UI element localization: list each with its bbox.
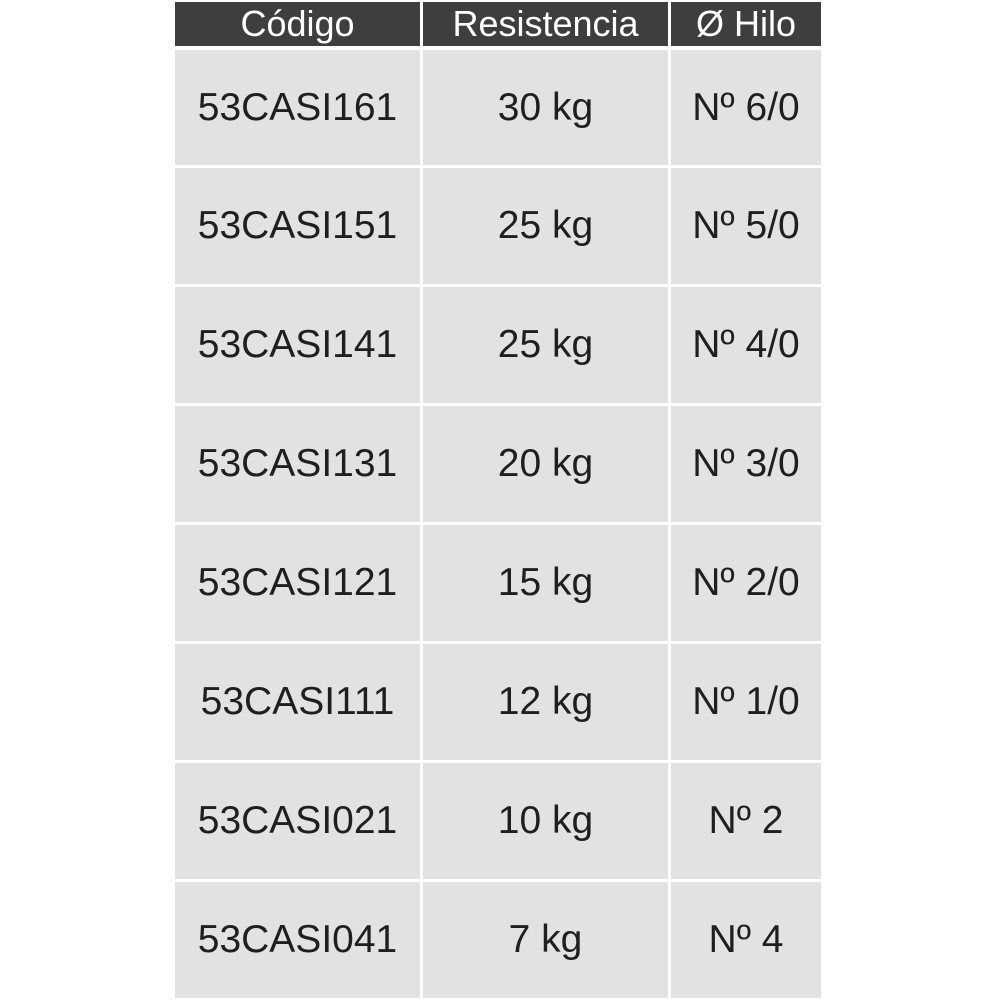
cell-hilo: Nº 4/0 [671, 284, 821, 403]
cell-codigo: 53CASI151 [175, 165, 423, 284]
cell-hilo: Nº 2 [671, 760, 821, 879]
table-row [175, 522, 821, 641]
cell-hilo: Nº 2/0 [671, 522, 821, 641]
cell-resistencia: 15 kg [423, 522, 671, 641]
header-diametro-hilo: Ø Hilo [671, 2, 821, 46]
table-row [175, 284, 821, 403]
header-resistencia: Resistencia [423, 2, 671, 46]
cell-hilo: Nº 6/0 [671, 46, 821, 165]
table-body [175, 46, 821, 998]
cell-codigo: 53CASI131 [175, 403, 423, 522]
table-row [175, 165, 821, 284]
table-row [175, 641, 821, 760]
cell-resistencia: 30 kg [423, 46, 671, 165]
cell-hilo: Nº 1/0 [671, 641, 821, 760]
cell-resistencia: 20 kg [423, 403, 671, 522]
cell-resistencia: 12 kg [423, 641, 671, 760]
table-row [175, 403, 821, 522]
cell-codigo: 53CASI141 [175, 284, 423, 403]
cell-resistencia: 7 kg [423, 879, 671, 998]
table-header [175, 2, 821, 46]
table-row [175, 760, 821, 879]
cell-hilo: Nº 4 [671, 879, 821, 998]
cell-codigo: 53CASI121 [175, 522, 423, 641]
header-row [175, 2, 821, 46]
header-codigo: Código [175, 2, 423, 46]
cell-codigo: 53CASI021 [175, 760, 423, 879]
cell-codigo: 53CASI041 [175, 879, 423, 998]
cell-codigo: 53CASI111 [175, 641, 423, 760]
cell-resistencia: 10 kg [423, 760, 671, 879]
table-row [175, 879, 821, 998]
product-spec-table [175, 2, 821, 998]
cell-hilo: Nº 5/0 [671, 165, 821, 284]
cell-resistencia: 25 kg [423, 165, 671, 284]
cell-codigo: 53CASI161 [175, 46, 423, 165]
cell-hilo: Nº 3/0 [671, 403, 821, 522]
table-row [175, 46, 821, 165]
cell-resistencia: 25 kg [423, 284, 671, 403]
